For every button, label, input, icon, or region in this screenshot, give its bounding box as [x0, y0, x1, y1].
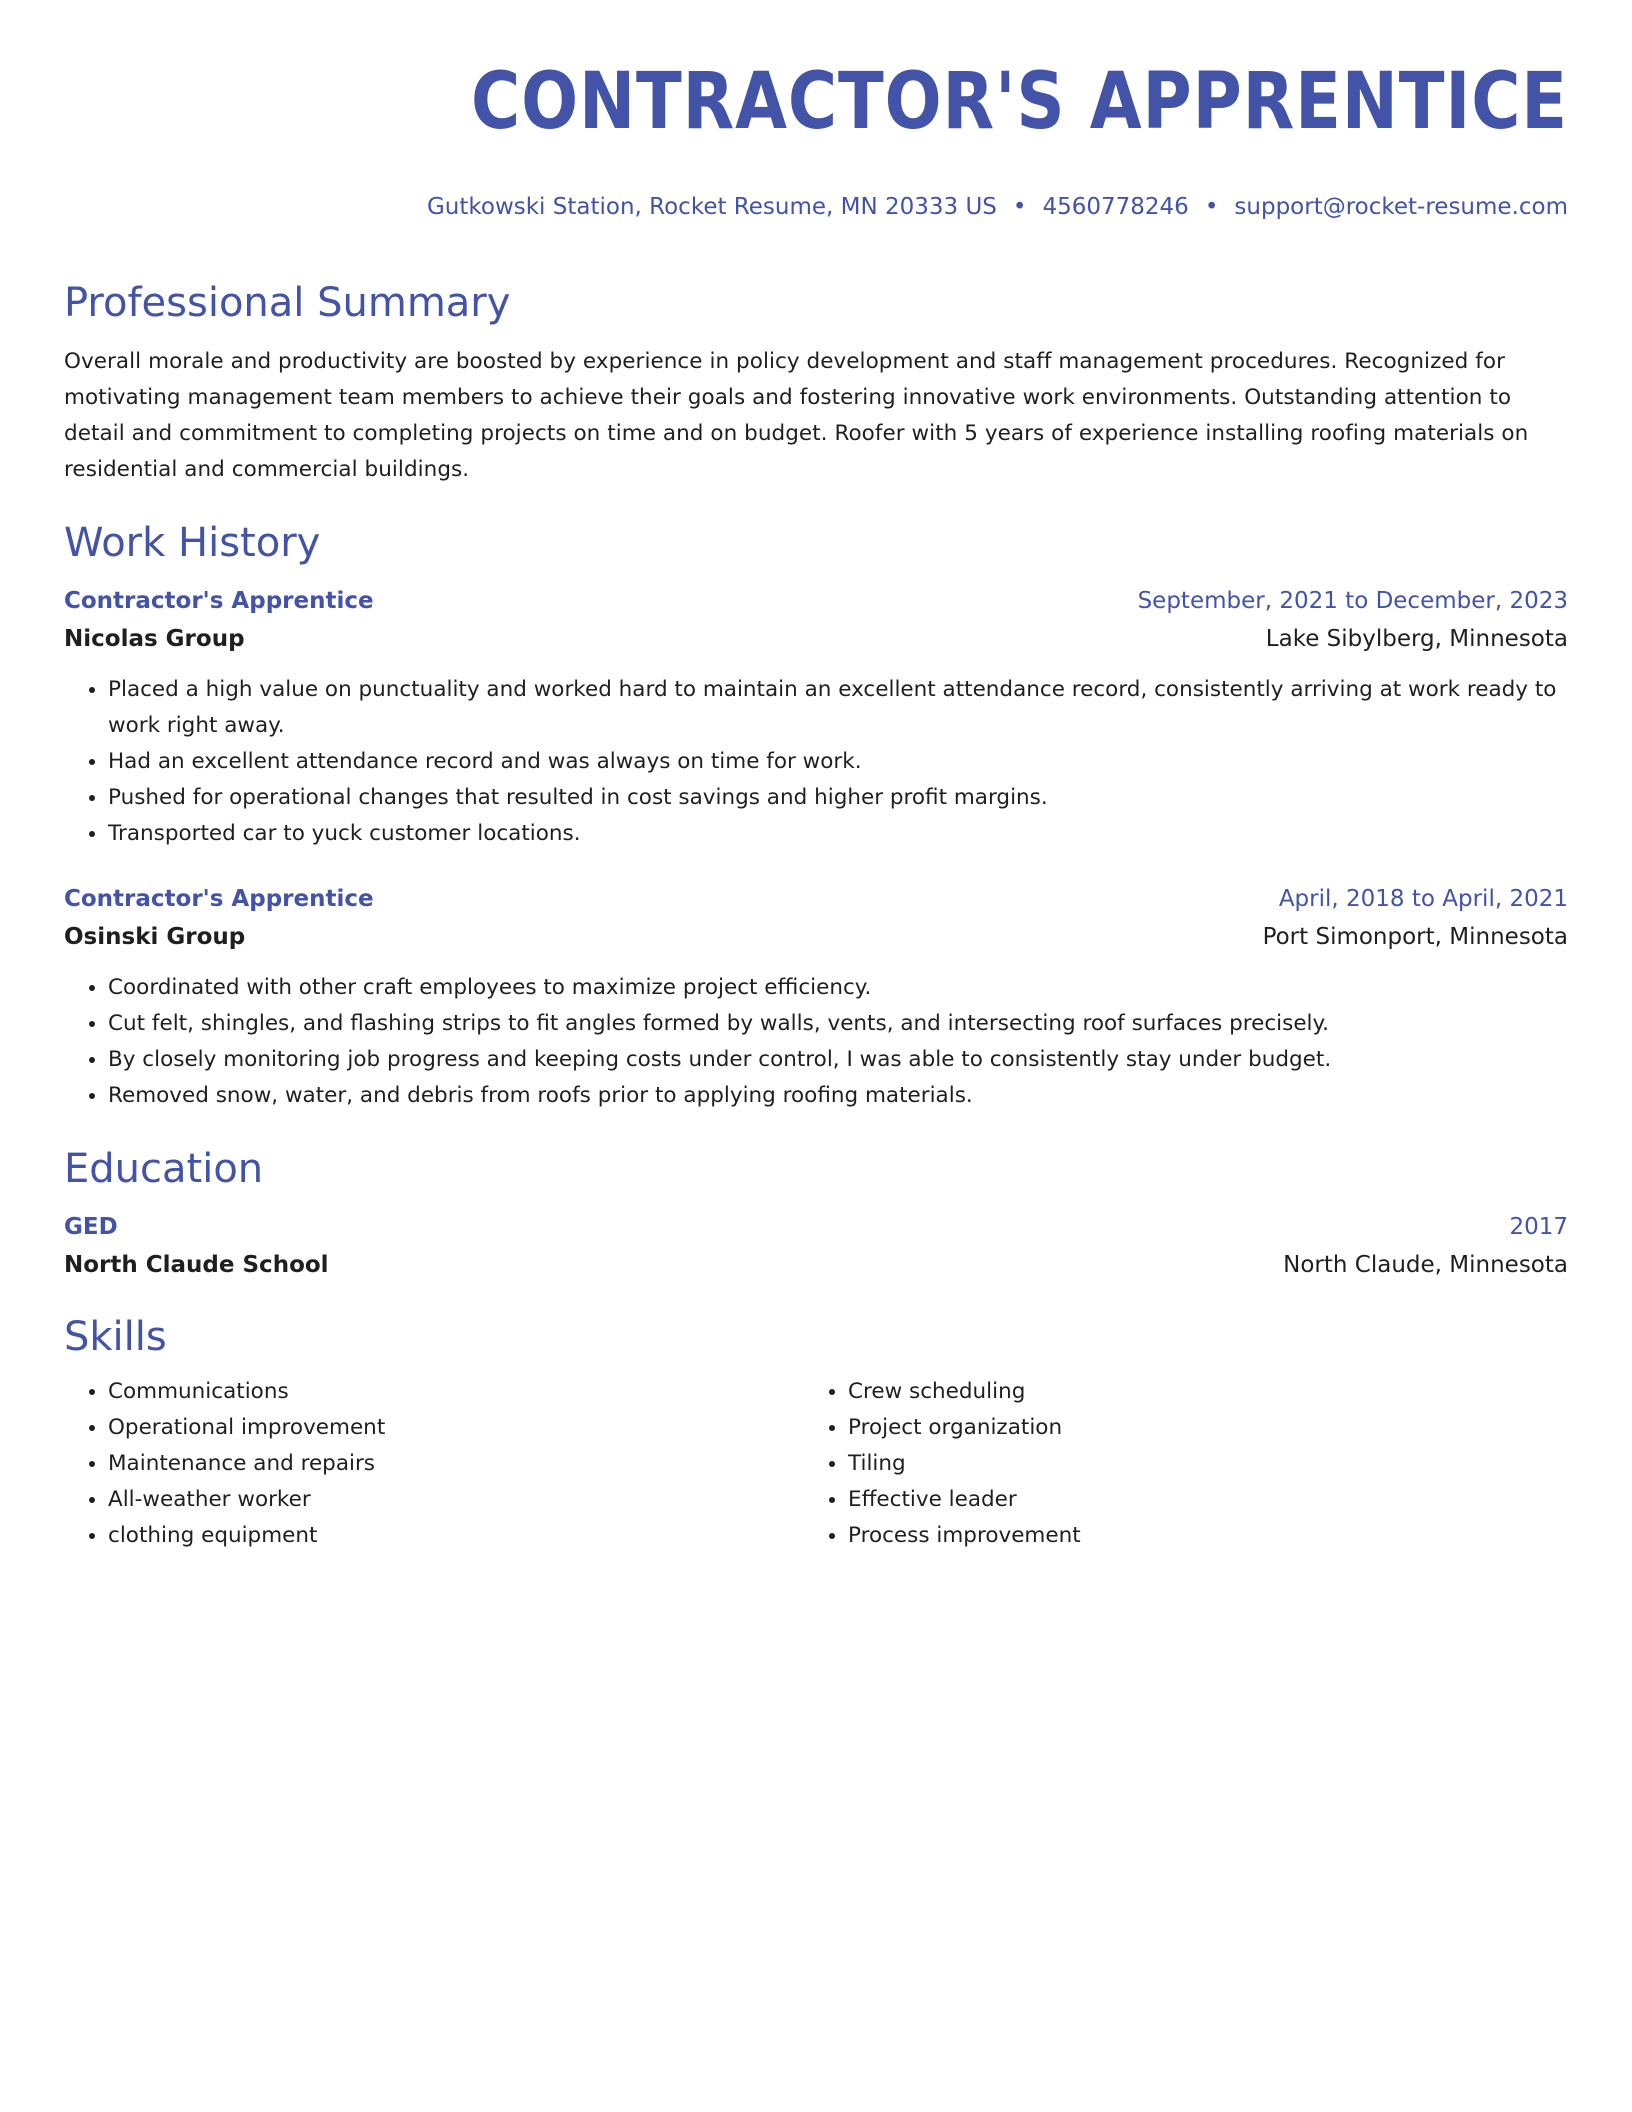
contact-address: Gutkowski Station, Rocket Resume, MN 20333 US	[426, 194, 997, 220]
job-role: Contractor's Apprentice	[64, 588, 374, 614]
education-year: 2017	[1509, 1214, 1568, 1240]
job-company-row	[64, 918, 1568, 956]
skill-item: • Communications	[108, 1374, 804, 1410]
job-bullet-list	[64, 970, 1568, 1114]
education-school-row	[64, 1246, 1568, 1284]
skills-grid	[64, 1374, 1568, 1554]
education-location: North Claude, Minnesota	[1283, 1252, 1568, 1278]
section-title-skills: Skills	[64, 1314, 167, 1360]
job-company: Nicolas Group	[64, 626, 245, 652]
job-entry	[64, 582, 1568, 852]
skill-item: • All-weather worker	[108, 1482, 804, 1518]
education-entry	[64, 1208, 1568, 1284]
job-bullet: • Coordinated with other craft employees to maximize project efficiency.	[108, 970, 1568, 1006]
job-bullet: • Had an excellent attendance record and was always on time for work.	[108, 744, 1568, 780]
job-location: Lake Sibylberg, Minnesota	[1265, 626, 1568, 652]
skill-item: • Operational improvement	[108, 1410, 804, 1446]
contact-phone: 4560778246	[1042, 194, 1189, 220]
job-bullet: • Pushed for operational changes that resulted in cost savings and higher profit margins.	[108, 780, 1568, 816]
job-header-row	[64, 582, 1568, 620]
job-entry	[64, 880, 1568, 1114]
job-dates: April, 2018 to April, 2021	[1278, 886, 1568, 912]
job-location: Port Simonport, Minnesota	[1262, 924, 1568, 950]
job-bullet: • By closely monitoring job progress and keeping costs under control, I was able to consistently stay under budget.	[108, 1042, 1568, 1078]
summary-text: Overall morale and productivity are boosted by experience in policy development and staff management procedures. Recognized for motivating management team members to achieve their goals and fostering innovative work environments. Outstanding attention to detail and commitment to completing projects on time and on budget. Roofer with 5 years of experience installing roofing materials on residential and commercial buildings.	[64, 349, 1529, 482]
section-title-work-history: Work History	[64, 520, 321, 566]
skill-item: • Effective leader	[848, 1482, 1564, 1518]
education-school: North Claude School	[64, 1252, 329, 1278]
job-bullet: • Removed snow, water, and debris from roofs prior to applying roofing materials.	[108, 1078, 1568, 1114]
contact-line	[64, 192, 1568, 222]
skill-item: • Maintenance and repairs	[108, 1446, 804, 1482]
skills-list-right	[804, 1374, 1564, 1554]
job-bullet: • Placed a high value on punctuality and worked hard to maintain an excellent attendance record, consistently arriving at work ready to work right away.	[108, 672, 1568, 744]
skill-item: • Project organization	[848, 1410, 1564, 1446]
job-dates: September, 2021 to December, 2023	[1137, 588, 1568, 614]
section-title-summary: Professional Summary	[64, 280, 511, 326]
contact-separator: •	[1204, 194, 1219, 220]
job-company: Osinski Group	[64, 924, 246, 950]
job-bullet: • Cut felt, shingles, and flashing strips to fit angles formed by walls, vents, and intersecting roof surfaces precisely.	[108, 1006, 1568, 1042]
contact-email: support@rocket-resume.com	[1234, 194, 1568, 220]
job-company-row	[64, 620, 1568, 658]
education-header-row	[64, 1208, 1568, 1246]
section-title-education: Education	[64, 1146, 264, 1192]
job-role: Contractor's Apprentice	[64, 886, 374, 912]
skill-item: • Process improvement	[848, 1518, 1564, 1554]
job-bullet-list	[64, 672, 1568, 852]
resume-name: CONTRACTOR'S APPRENTICE	[471, 57, 1569, 147]
contact-separator: •	[1012, 194, 1027, 220]
job-bullet: • Transported car to yuck customer locations.	[108, 816, 1568, 852]
education-degree: GED	[64, 1214, 118, 1240]
skills-list-left	[64, 1374, 804, 1554]
skill-item: • Tiling	[848, 1446, 1564, 1482]
skill-item: • Crew scheduling	[848, 1374, 1564, 1410]
skill-item: • clothing equipment	[108, 1518, 804, 1554]
job-header-row	[64, 880, 1568, 918]
